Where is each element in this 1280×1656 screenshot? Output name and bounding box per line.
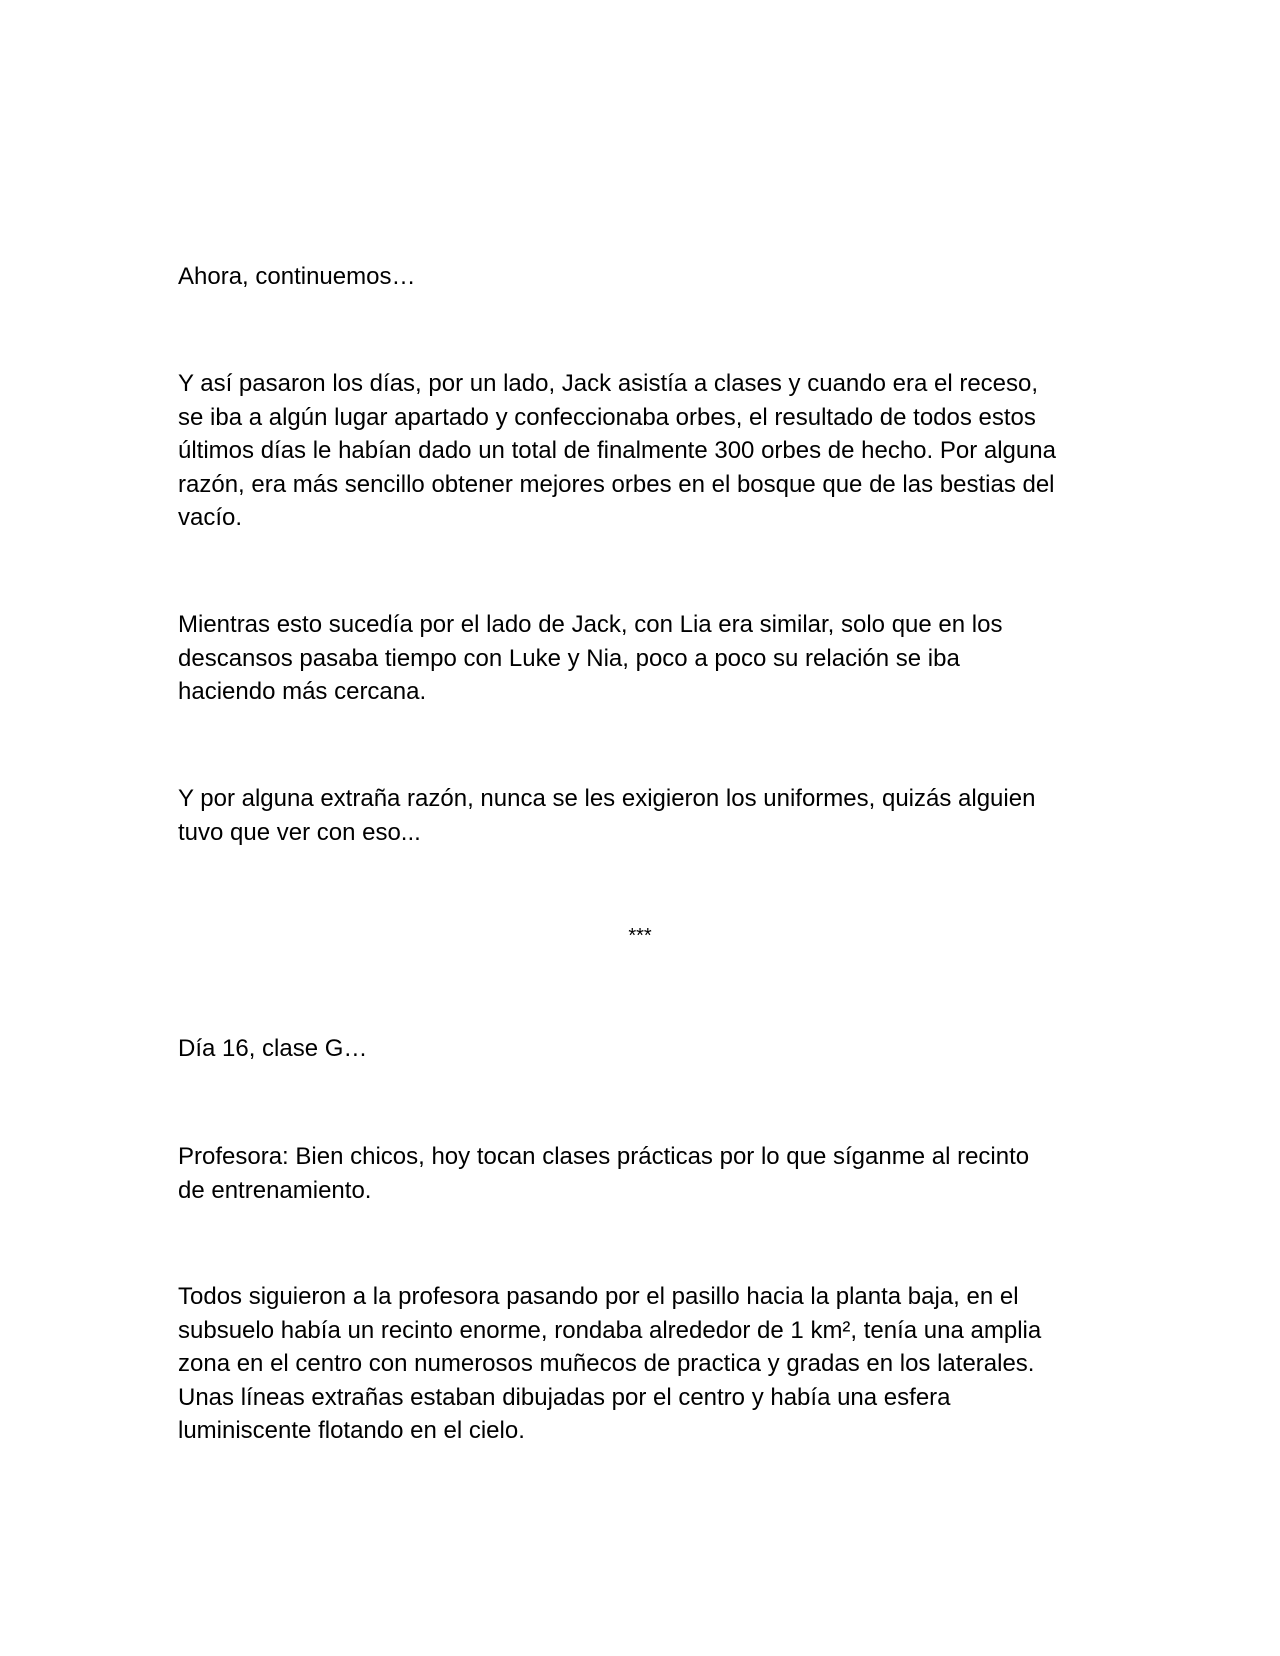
text-line: Y así pasaron los días, por un lado, Jack asistía a clases y cuando era el receso, bbox=[178, 370, 1039, 397]
text-line: Unas líneas extrañas estaban dibujadas por el centro y había una esfera bbox=[178, 1383, 951, 1411]
text-line: haciendo más cercana. bbox=[178, 678, 427, 705]
paragraph-intro bbox=[178, 260, 1108, 294]
paragraph-uniforms bbox=[178, 782, 1108, 849]
text-line: Profesora: Bien chicos, hoy tocan clases prácticas por lo que síganme al recinto bbox=[178, 1143, 1030, 1170]
paragraph-jack-orbs bbox=[178, 367, 1108, 535]
text-line: Ahora, continuemos… bbox=[178, 263, 416, 290]
text-line: Mientras esto sucedía por el lado de Jack, con Lia era similar, solo que en los bbox=[178, 611, 1003, 638]
text-line: Todos siguieron a la profesora pasando por el pasillo hacia la planta baja, en el bbox=[178, 1283, 1019, 1310]
text-line: de entrenamiento. bbox=[178, 1176, 372, 1204]
paragraph-training-grounds bbox=[178, 1280, 1108, 1448]
text-line: zona en el centro con numerosos muñecos de practica y gradas en los laterales. bbox=[178, 1350, 1035, 1377]
text-line: Día 16, clase G… bbox=[178, 1035, 368, 1062]
text-line: razón, era más sencillo obtener mejores orbes en el bosque que de las bestias del bbox=[178, 470, 1055, 498]
paragraph-teacher-dialogue bbox=[178, 1140, 1108, 1207]
text-line: últimos días le habían dado un total de finalmente 300 orbes de hecho. Por alguna bbox=[178, 437, 1056, 464]
text-line: se iba a algún lugar apartado y confeccionaba orbes, el resultado de todos estos bbox=[178, 403, 1036, 431]
paragraph-day-heading bbox=[178, 1032, 1108, 1066]
section-separator: *** bbox=[628, 925, 652, 947]
text-line: Y por alguna extraña razón, nunca se les exigieron los uniformes, quizás alguien bbox=[178, 785, 1036, 812]
text-line: luminiscente flotando en el cielo. bbox=[178, 1417, 525, 1444]
paragraph-lia bbox=[178, 608, 1108, 709]
text-line: subsuelo había un recinto enorme, rondaba alrededor de 1 km², tenía una amplia bbox=[178, 1316, 1042, 1344]
text-line: descansos pasaba tiempo con Luke y Nia, poco a poco su relación se iba bbox=[178, 644, 960, 672]
text-line: tuvo que ver con eso... bbox=[178, 818, 421, 846]
text-line: vacío. bbox=[178, 504, 243, 531]
